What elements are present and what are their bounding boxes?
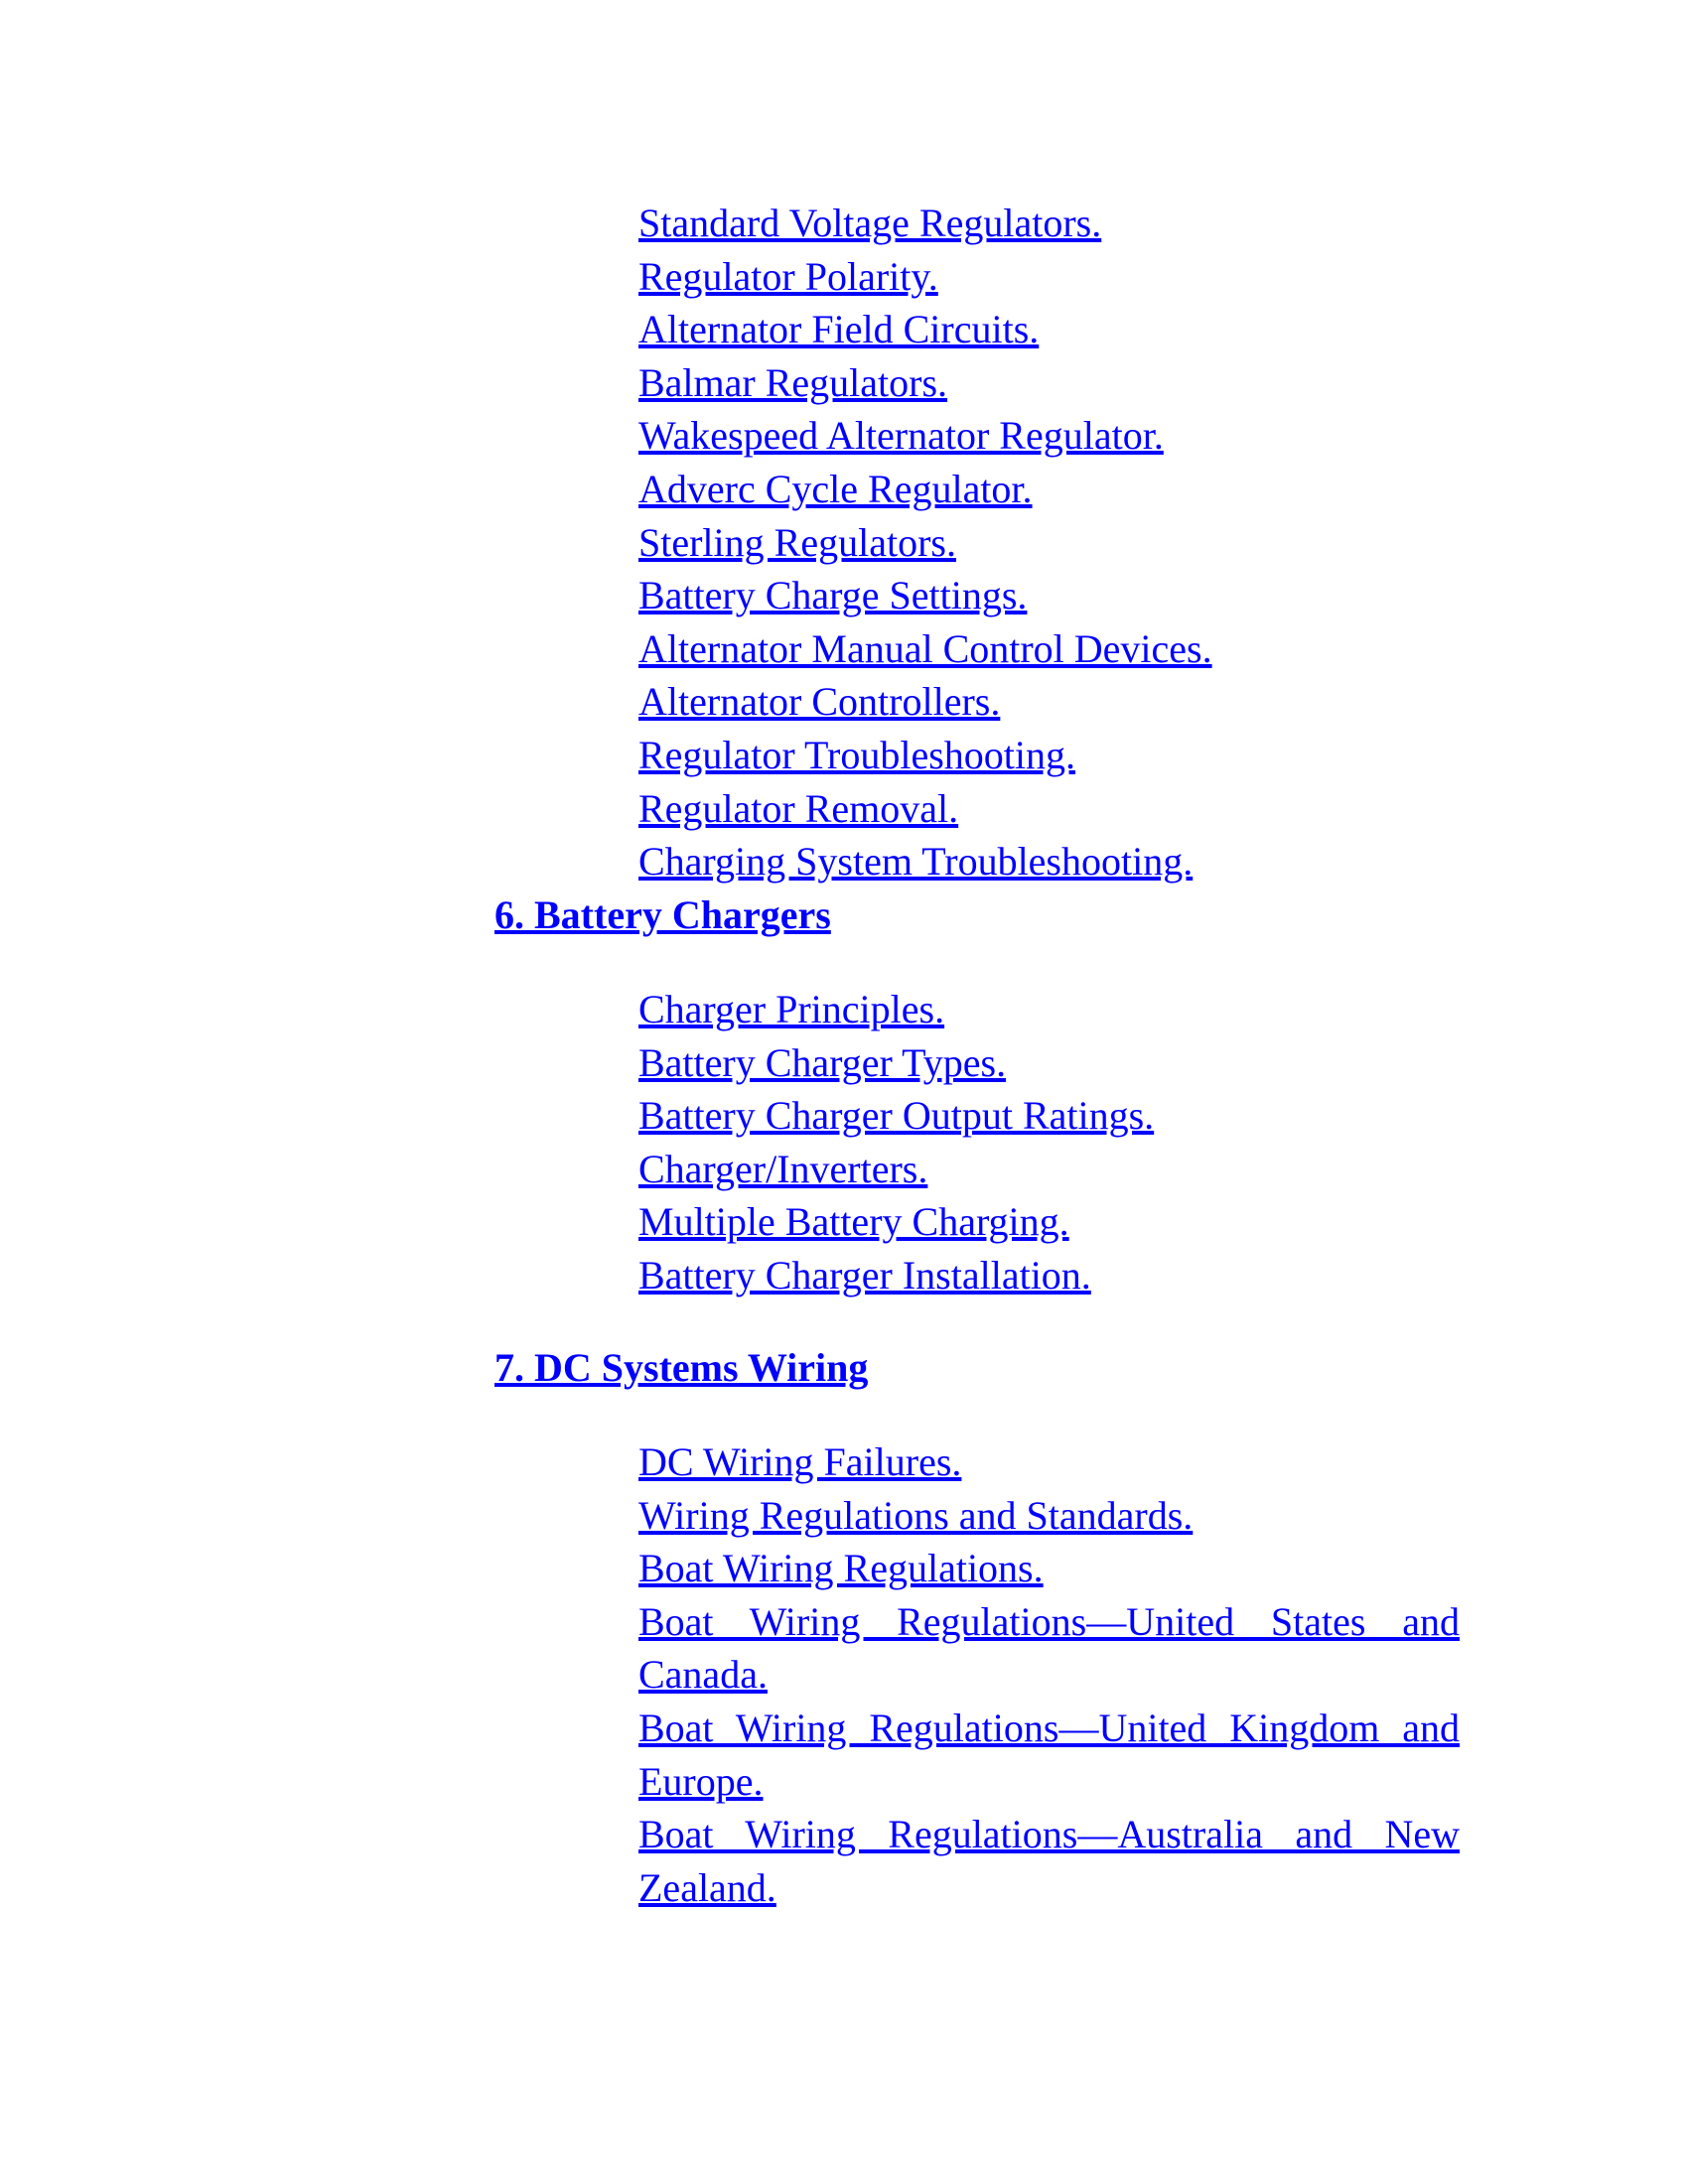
toc-link-standard-voltage-regulators[interactable]: Standard Voltage Regulators.	[638, 201, 1102, 245]
toc-item	[638, 1808, 1460, 1914]
toc-link-boat-wiring-regulations-australia-nz[interactable]: Boat Wiring Regulations—Australia and New Zealand.	[638, 1812, 1460, 1910]
toc-item	[638, 1702, 1460, 1808]
toc-link-charger-inverters[interactable]: Charger/Inverters.	[638, 1146, 928, 1191]
toc-link-alternator-field-circuits[interactable]: Alternator Field Circuits.	[638, 307, 1040, 352]
toc-link-boat-wiring-regulations-us-canada[interactable]: Boat Wiring Regulations—United States and Canada.	[638, 1598, 1460, 1698]
toc-item	[638, 1143, 1460, 1196]
toc-link-regulator-polarity[interactable]: Regulator Polarity.	[638, 253, 938, 299]
toc-link-alternator-manual-control-devices[interactable]: Alternator Manual Control Devices.	[638, 625, 1212, 671]
toc-item	[638, 1195, 1460, 1249]
toc-link-battery-charger-types[interactable]: Battery Charger Types.	[638, 1039, 1007, 1085]
toc-item	[638, 622, 1460, 676]
toc-link-battery-charger-installation[interactable]: Battery Charger Installation.	[638, 1252, 1091, 1297]
toc-link-sterling-regulators[interactable]: Sterling Regulators.	[638, 519, 956, 565]
toc-item	[638, 983, 1460, 1036]
toc-item	[638, 1435, 1460, 1489]
toc-item	[638, 197, 1460, 250]
chapter-6-item-list	[638, 983, 1460, 1302]
toc-item	[638, 569, 1460, 622]
toc-link-alternator-controllers[interactable]: Alternator Controllers.	[638, 679, 1001, 725]
toc-item	[638, 835, 1460, 888]
toc-link-regulator-removal[interactable]: Regulator Removal.	[638, 785, 959, 831]
toc-item	[638, 1489, 1460, 1543]
toc-item	[638, 516, 1460, 570]
toc-item	[638, 303, 1460, 356]
toc-item	[638, 356, 1460, 410]
toc-item	[638, 250, 1460, 304]
toc-item	[638, 1036, 1460, 1090]
toc-link-wiring-regulations-and-standards[interactable]: Wiring Regulations and Standards.	[638, 1492, 1194, 1538]
toc-link-adverc-cycle-regulator[interactable]: Adverc Cycle Regulator.	[638, 466, 1033, 511]
toc-item	[638, 463, 1460, 516]
toc-item	[638, 675, 1460, 729]
toc-link-charging-system-troubleshooting[interactable]: Charging System Troubleshooting.	[638, 839, 1194, 885]
toc-link-boat-wiring-regulations[interactable]: Boat Wiring Regulations.	[638, 1546, 1044, 1591]
toc-item	[638, 729, 1460, 782]
toc-item	[638, 1595, 1460, 1702]
toc-link-charger-principles[interactable]: Charger Principles.	[638, 987, 945, 1031]
toc-link-chapter-7[interactable]: 7. DC Systems Wiring	[494, 1345, 869, 1390]
toc-item	[638, 409, 1460, 463]
toc-link-multiple-battery-charging[interactable]: Multiple Battery Charging.	[638, 1199, 1069, 1245]
toc-link-boat-wiring-regulations-uk-europe[interactable]: Boat Wiring Regulations—United Kingdom and Europe.	[638, 1705, 1460, 1804]
toc-item	[638, 1089, 1460, 1143]
toc-link-chapter-6[interactable]: 6. Battery Chargers	[494, 892, 831, 937]
toc-item	[638, 1249, 1460, 1302]
toc-item	[638, 1542, 1460, 1595]
toc-link-balmar-regulators[interactable]: Balmar Regulators.	[638, 359, 948, 405]
chapter-6-heading	[494, 888, 831, 942]
chapter-5-item-list	[638, 197, 1460, 888]
toc-link-battery-charger-output-ratings[interactable]: Battery Charger Output Ratings.	[638, 1093, 1155, 1139]
toc-link-wakespeed-alternator-regulator[interactable]: Wakespeed Alternator Regulator.	[638, 413, 1164, 459]
toc-link-battery-charge-settings[interactable]: Battery Charge Settings.	[638, 573, 1028, 618]
toc-link-dc-wiring-failures[interactable]: DC Wiring Failures.	[638, 1439, 962, 1484]
toc-item	[638, 782, 1460, 836]
chapter-7-item-list	[638, 1435, 1460, 1914]
chapter-7-heading	[494, 1341, 868, 1395]
toc-link-regulator-troubleshooting[interactable]: Regulator Troubleshooting.	[638, 732, 1076, 777]
